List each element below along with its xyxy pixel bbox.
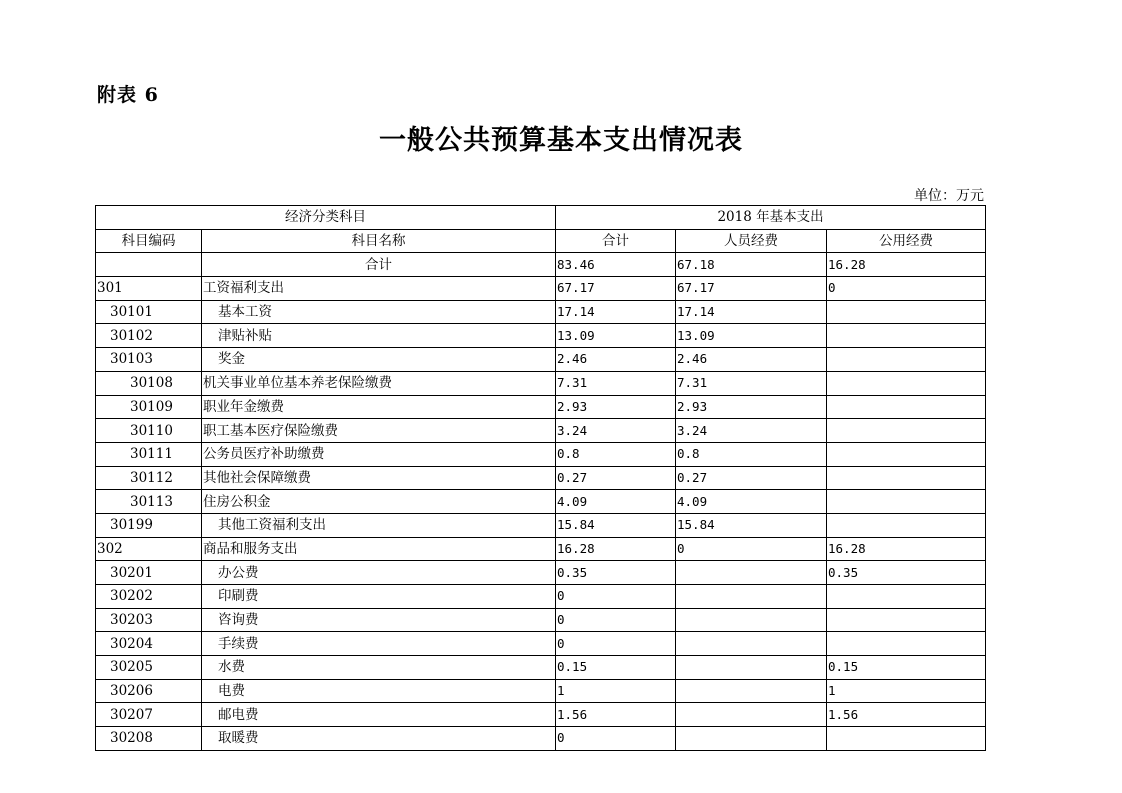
row-personnel: 15.84 (676, 513, 827, 537)
column-header-public: 公用经费 (827, 229, 986, 253)
row-name: 住房公积金 (202, 490, 556, 514)
row-code: 30110 (96, 419, 202, 443)
row-code: 30201 (96, 561, 202, 585)
row-total: 15.84 (556, 513, 676, 537)
row-public: 1 (827, 679, 986, 703)
row-code: 30108 (96, 371, 202, 395)
row-personnel: 2.46 (676, 348, 827, 372)
table-row (96, 561, 986, 585)
row-code: 30202 (96, 585, 202, 609)
row-total: 4.09 (556, 490, 676, 514)
row-public (827, 300, 986, 324)
total-row-code (96, 253, 202, 277)
group-header-row (96, 206, 986, 230)
row-total: 1 (556, 679, 676, 703)
table-row (96, 419, 986, 443)
row-code: 30109 (96, 395, 202, 419)
row-public (827, 585, 986, 609)
table-row (96, 608, 986, 632)
row-name: 印刷费 (202, 585, 556, 609)
row-name: 津贴补贴 (202, 324, 556, 348)
row-code: 30113 (96, 490, 202, 514)
page-title: 一般公共预算基本支出情况表 (379, 125, 743, 156)
row-personnel: 13.09 (676, 324, 827, 348)
row-code: 30101 (96, 300, 202, 324)
row-personnel: 3.24 (676, 419, 827, 443)
row-public (827, 632, 986, 656)
row-total: 16.28 (556, 537, 676, 561)
row-name: 其他工资福利支出 (202, 513, 556, 537)
row-public (827, 513, 986, 537)
row-total: 67.17 (556, 277, 676, 301)
column-header-row (96, 229, 986, 253)
row-public (827, 395, 986, 419)
row-total: 0.8 (556, 442, 676, 466)
row-name: 取暖费 (202, 727, 556, 751)
row-name: 邮电费 (202, 703, 556, 727)
row-personnel (676, 608, 827, 632)
table-row (96, 490, 986, 514)
row-total: 7.31 (556, 371, 676, 395)
row-total: 13.09 (556, 324, 676, 348)
row-public (827, 371, 986, 395)
total-row-label: 合计 (202, 253, 556, 277)
row-name: 工资福利支出 (202, 277, 556, 301)
row-code: 30207 (96, 703, 202, 727)
row-code: 302 (96, 537, 202, 561)
total-row (96, 253, 986, 277)
row-personnel: 17.14 (676, 300, 827, 324)
row-total: 0.35 (556, 561, 676, 585)
row-public: 0.35 (827, 561, 986, 585)
row-name: 公务员医疗补助缴费 (202, 442, 556, 466)
row-total: 2.46 (556, 348, 676, 372)
row-code: 30204 (96, 632, 202, 656)
row-name: 其他社会保障缴费 (202, 466, 556, 490)
row-public (827, 727, 986, 751)
row-code: 30111 (96, 442, 202, 466)
table-row (96, 300, 986, 324)
column-header-code: 科目编码 (96, 229, 202, 253)
row-code: 30103 (96, 348, 202, 372)
row-name: 机关事业单位基本养老保险缴费 (202, 371, 556, 395)
row-total: 1.56 (556, 703, 676, 727)
row-name: 基本工资 (202, 300, 556, 324)
row-public: 0 (827, 277, 986, 301)
row-personnel (676, 703, 827, 727)
row-name: 手续费 (202, 632, 556, 656)
table-row (96, 466, 986, 490)
row-public: 1.56 (827, 703, 986, 727)
row-public: 0.15 (827, 656, 986, 680)
table-row (96, 585, 986, 609)
row-personnel (676, 656, 827, 680)
row-code: 30102 (96, 324, 202, 348)
row-total: 2.93 (556, 395, 676, 419)
row-code: 30199 (96, 513, 202, 537)
group-header-economic: 经济分类科目 (96, 206, 556, 230)
row-personnel (676, 561, 827, 585)
row-public (827, 324, 986, 348)
row-name: 商品和服务支出 (202, 537, 556, 561)
table-body (96, 277, 986, 751)
row-total: 0 (556, 632, 676, 656)
row-public (827, 466, 986, 490)
table-row (96, 277, 986, 301)
column-header-name: 科目名称 (202, 229, 556, 253)
row-personnel (676, 679, 827, 703)
table-row (96, 632, 986, 656)
row-total: 0.27 (556, 466, 676, 490)
annex-label: 附表 6 (97, 84, 159, 106)
row-name: 办公费 (202, 561, 556, 585)
table-row (96, 395, 986, 419)
row-name: 奖金 (202, 348, 556, 372)
row-total: 0 (556, 727, 676, 751)
row-personnel (676, 727, 827, 751)
row-code: 301 (96, 277, 202, 301)
row-total: 0 (556, 585, 676, 609)
unit-label: 单位：万元 (914, 188, 984, 204)
row-total: 0.15 (556, 656, 676, 680)
table-row (96, 371, 986, 395)
row-total: 17.14 (556, 300, 676, 324)
row-personnel: 0.27 (676, 466, 827, 490)
group-header-2018: 2018 年基本支出 (556, 206, 986, 230)
row-public (827, 608, 986, 632)
row-code: 30208 (96, 727, 202, 751)
table-row (96, 537, 986, 561)
total-row-personnel: 67.18 (676, 253, 827, 277)
row-name: 水费 (202, 656, 556, 680)
row-total: 3.24 (556, 419, 676, 443)
total-row-total: 83.46 (556, 253, 676, 277)
table-row (96, 513, 986, 537)
row-code: 30205 (96, 656, 202, 680)
row-personnel: 67.17 (676, 277, 827, 301)
row-public (827, 490, 986, 514)
row-name: 电费 (202, 679, 556, 703)
row-personnel: 0 (676, 537, 827, 561)
row-public: 16.28 (827, 537, 986, 561)
row-code: 30203 (96, 608, 202, 632)
row-code: 30112 (96, 466, 202, 490)
row-public (827, 442, 986, 466)
row-personnel (676, 632, 827, 656)
total-row-public: 16.28 (827, 253, 986, 277)
row-personnel: 0.8 (676, 442, 827, 466)
row-name: 职工基本医疗保险缴费 (202, 419, 556, 443)
row-personnel: 4.09 (676, 490, 827, 514)
table-row (96, 324, 986, 348)
column-header-total: 合计 (556, 229, 676, 253)
row-public (827, 419, 986, 443)
table-row (96, 348, 986, 372)
table-row (96, 703, 986, 727)
row-name: 咨询费 (202, 608, 556, 632)
column-header-personnel: 人员经费 (676, 229, 827, 253)
table-row (96, 656, 986, 680)
row-public (827, 348, 986, 372)
row-personnel (676, 585, 827, 609)
row-personnel: 2.93 (676, 395, 827, 419)
budget-table (95, 205, 986, 751)
table-row (96, 442, 986, 466)
table-row (96, 727, 986, 751)
row-total: 0 (556, 608, 676, 632)
table-row (96, 679, 986, 703)
row-code: 30206 (96, 679, 202, 703)
row-personnel: 7.31 (676, 371, 827, 395)
row-name: 职业年金缴费 (202, 395, 556, 419)
